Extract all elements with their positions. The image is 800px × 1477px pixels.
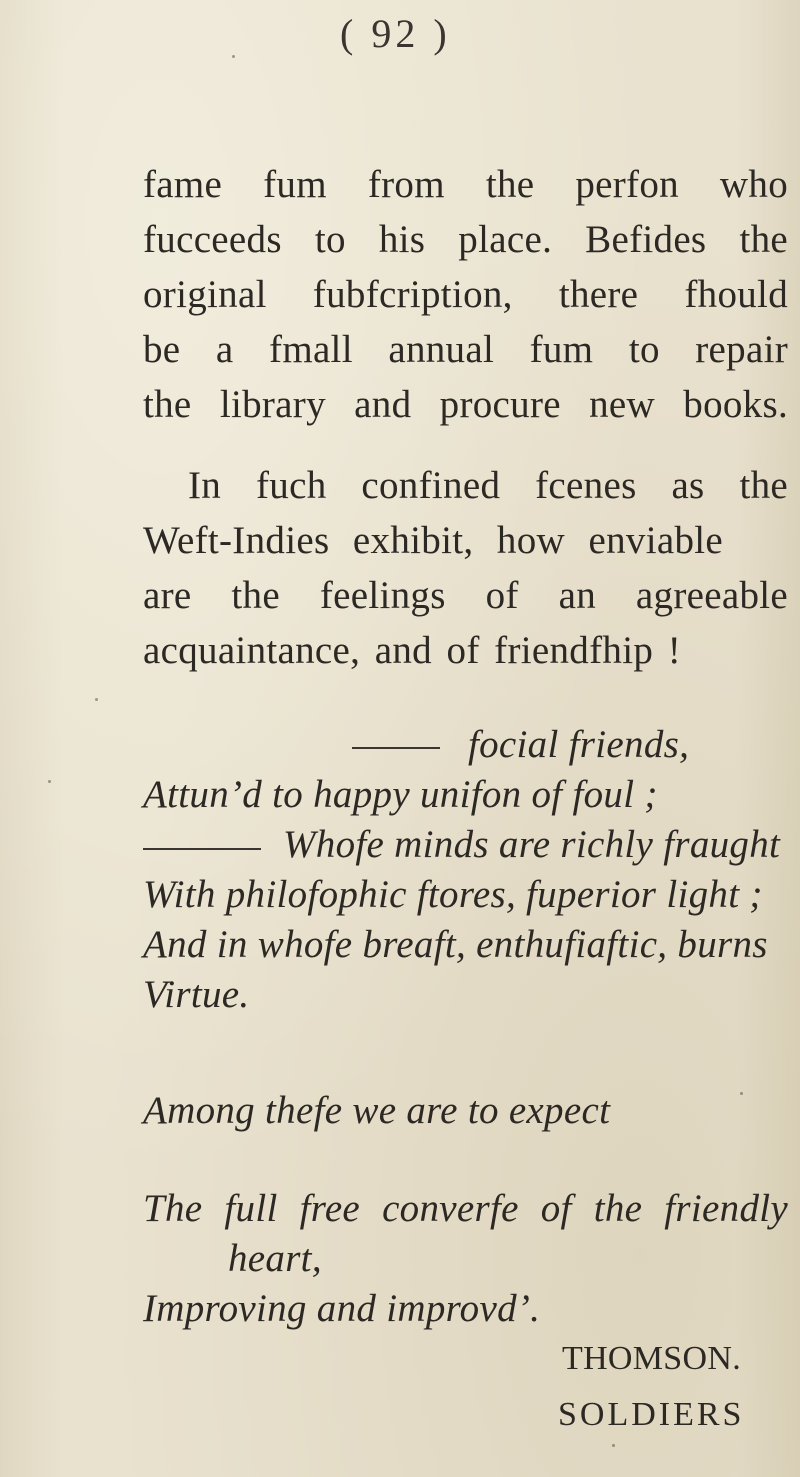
verse-line: Whofe minds are richly fraught [283, 823, 781, 866]
verse-line: Attun’d to happy unifon of foul ; [143, 773, 658, 816]
catchword: SOLDIERS [558, 1396, 745, 1433]
omission-rule [352, 747, 440, 749]
text-line: the library and procure new books. [143, 383, 788, 426]
verse-line: heart, [228, 1237, 322, 1280]
page-number: ( 92 ) [340, 11, 451, 56]
text-line: acquaintance, and of friendfhip ! [143, 629, 681, 672]
text-line: be a fmall annual fum to repair [143, 328, 788, 371]
text-line: Weft-Indies exhibit, how enviable [143, 519, 723, 562]
verse-line: focial friends, [468, 723, 690, 766]
verse-line: With philofophic ftores, fuperior light ; [143, 873, 763, 916]
verse-line: And in whofe breaft, enthufiaftic, burns [143, 923, 768, 966]
verse-line: The full free converfe of the friendly [143, 1187, 788, 1230]
paper-speck [612, 1444, 615, 1447]
text-line: fucceeds to his place. Befides the [143, 218, 788, 261]
paper-speck [48, 780, 51, 783]
text-line: are the feelings of an agreeable [143, 574, 788, 617]
verse-line: Improving and improvd’. [143, 1287, 541, 1330]
paper-speck [232, 55, 235, 58]
paper-speck [95, 698, 98, 701]
verse-line: Virtue. [143, 973, 250, 1016]
omission-rule [143, 848, 261, 850]
text-line: original fubfcription, there fhould [143, 273, 788, 316]
paper-speck [740, 1092, 743, 1095]
attribution: THOMSON. [562, 1340, 742, 1377]
text-line: fame fum from the perfon who [143, 163, 788, 206]
text-line: In fuch confined fcenes as the [188, 464, 788, 507]
verse-line: Among thefe we are to expect [143, 1089, 611, 1132]
